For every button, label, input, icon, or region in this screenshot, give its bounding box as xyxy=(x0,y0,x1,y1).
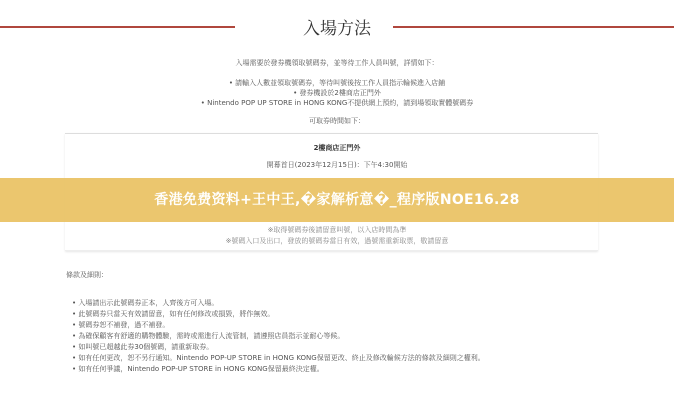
schedule-label: 可取券時間如下： xyxy=(309,117,365,125)
bullet-2: • 發券機設於2樓商店正門外 xyxy=(293,89,381,97)
intro-text: 入場需要於發券機領取號碼券，並等待工作人員叫號，詳情如下： xyxy=(235,59,439,67)
bullet-1: • 請輸入人數並領取號碼券，等待叫號後按工作人員指示輪候進入店鋪 xyxy=(228,79,446,87)
terms-item: • 號碼券恕不補發，過不補發。 xyxy=(72,320,485,331)
terms-item: • 為確保顧客有舒適的購物體驗，需時或需進行人流管制，請遵照店員指示並耐心等候。 xyxy=(72,331,485,342)
terms-section xyxy=(66,270,485,375)
terms-item: • 如有任何爭議，Nintendo POP-UP STORE in HONG KONG保留最終決定權。 xyxy=(72,364,485,375)
terms-item: • 如有任何更改，恕不另行通知。Nintendo POP-UP STORE in HONG KONG保留更改、終止及修改輪候方法的條款及細則之權利。 xyxy=(72,353,485,364)
page-title: 入場方法 xyxy=(303,19,371,39)
terms-item: • 此號碼券只當天有效請留意，如有任何修改或損毀，將作無效。 xyxy=(72,309,485,320)
box-note-1: ※取得號碼券後請留意叫號，以入店時間為準 xyxy=(267,226,407,234)
overlay-banner: 香港免费资料+王中王,�家解析意�_程序版NOE16.28 xyxy=(0,178,674,222)
box-note-2: ※號碼入口及出口，發放的號碼券當日有效，過號需重新取票，敬請留意 xyxy=(225,237,449,245)
terms-heading: 條款及細則： xyxy=(66,271,108,279)
box-time: 開幕首日(2023年12月15日)：下午4:30開始 xyxy=(266,161,408,169)
terms-item: • 入場請出示此號碼券正本，人齊後方可入場。 xyxy=(72,298,485,309)
bullet-text: 請輸入人數並領取號碼券，等待叫號後按工作人員指示輪候進入店鋪 xyxy=(235,79,446,87)
bullet-3: • Nintendo POP UP STORE in HONG KONG不提供網上預約，請到場領取實體號碼券 xyxy=(200,99,474,107)
terms-item: • 如叫號已超越此券30個號碼，請重新取券。 xyxy=(72,342,485,353)
bullet-text: Nintendo POP UP STORE in HONG KONG不提供網上預約，請到場領取實體號碼券 xyxy=(207,99,474,107)
bullet-text: 發券機設於2樓商店正門外 xyxy=(299,89,381,97)
box-location: 2樓商店正門外 xyxy=(313,144,361,152)
